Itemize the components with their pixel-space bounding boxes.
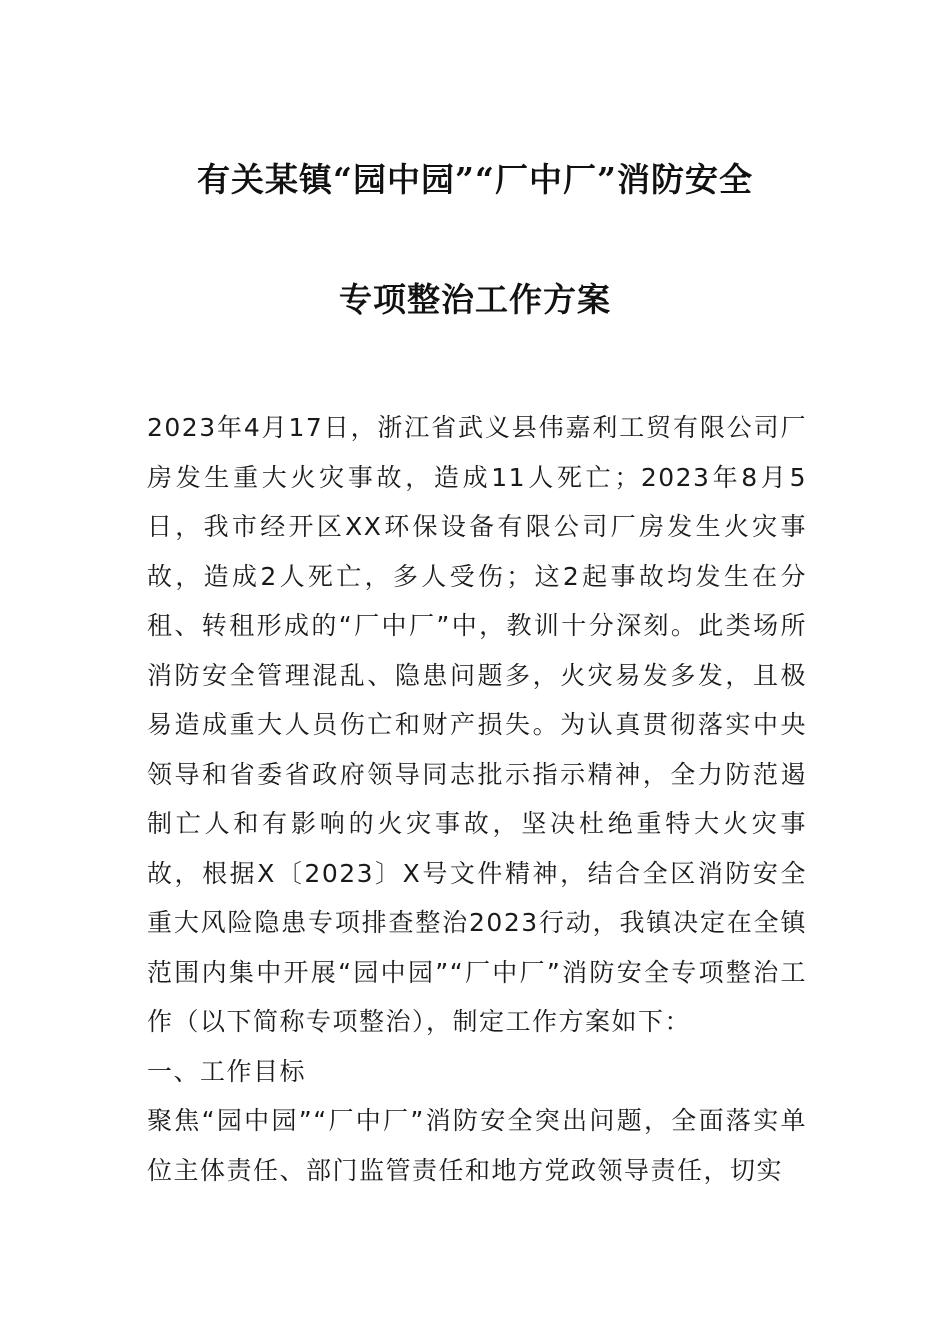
document-title-line-2: 专项整治工作方案 — [339, 280, 611, 319]
body-paragraph-goal: 聚焦“园中园”“厂中厂”消防安全突出问题，全面落实单位主体责任、部门监管责任和地方党政领导责任，切实 — [147, 1106, 807, 1185]
section-heading-work-goal: 一、工作目标 — [147, 1056, 307, 1086]
body-paragraph-intro: 2023年4月17日，浙江省武义县伟嘉利工贸有限公司厂房发生重大火灾事故，造成11人死亡；2023年8月5日，我市经开区XX环保设备有限公司厂房发生火灾事故，造成2人死亡，多人受伤；这2起事故均发生在分租、转租形成的“厂中厂”中，教训十分深刻。此类场所消防安全管理混乱、隐患问题多，火灾易发多发，且极易造成重大人员伤亡和财产损失。为认真贯彻落实中央领导和省委省政府领导同志批示指示精神，全力防范遏制亡人和有影响的火灾事故，坚决杜绝重特大火灾事故，根据X〔2023〕X号文件精神，结合全区消防安全重大风险隐患专项排查整治2023行动，我镇决定在全镇范围内集中开展“园中园”“厂中厂”消防安全专项整治工作（以下简称专项整治），制定工作方案如下： — [147, 413, 807, 1036]
document-body — [147, 403, 807, 1195]
document-title-line-1: 有关某镇“园中园”“厂中厂”消防安全 — [197, 160, 753, 199]
